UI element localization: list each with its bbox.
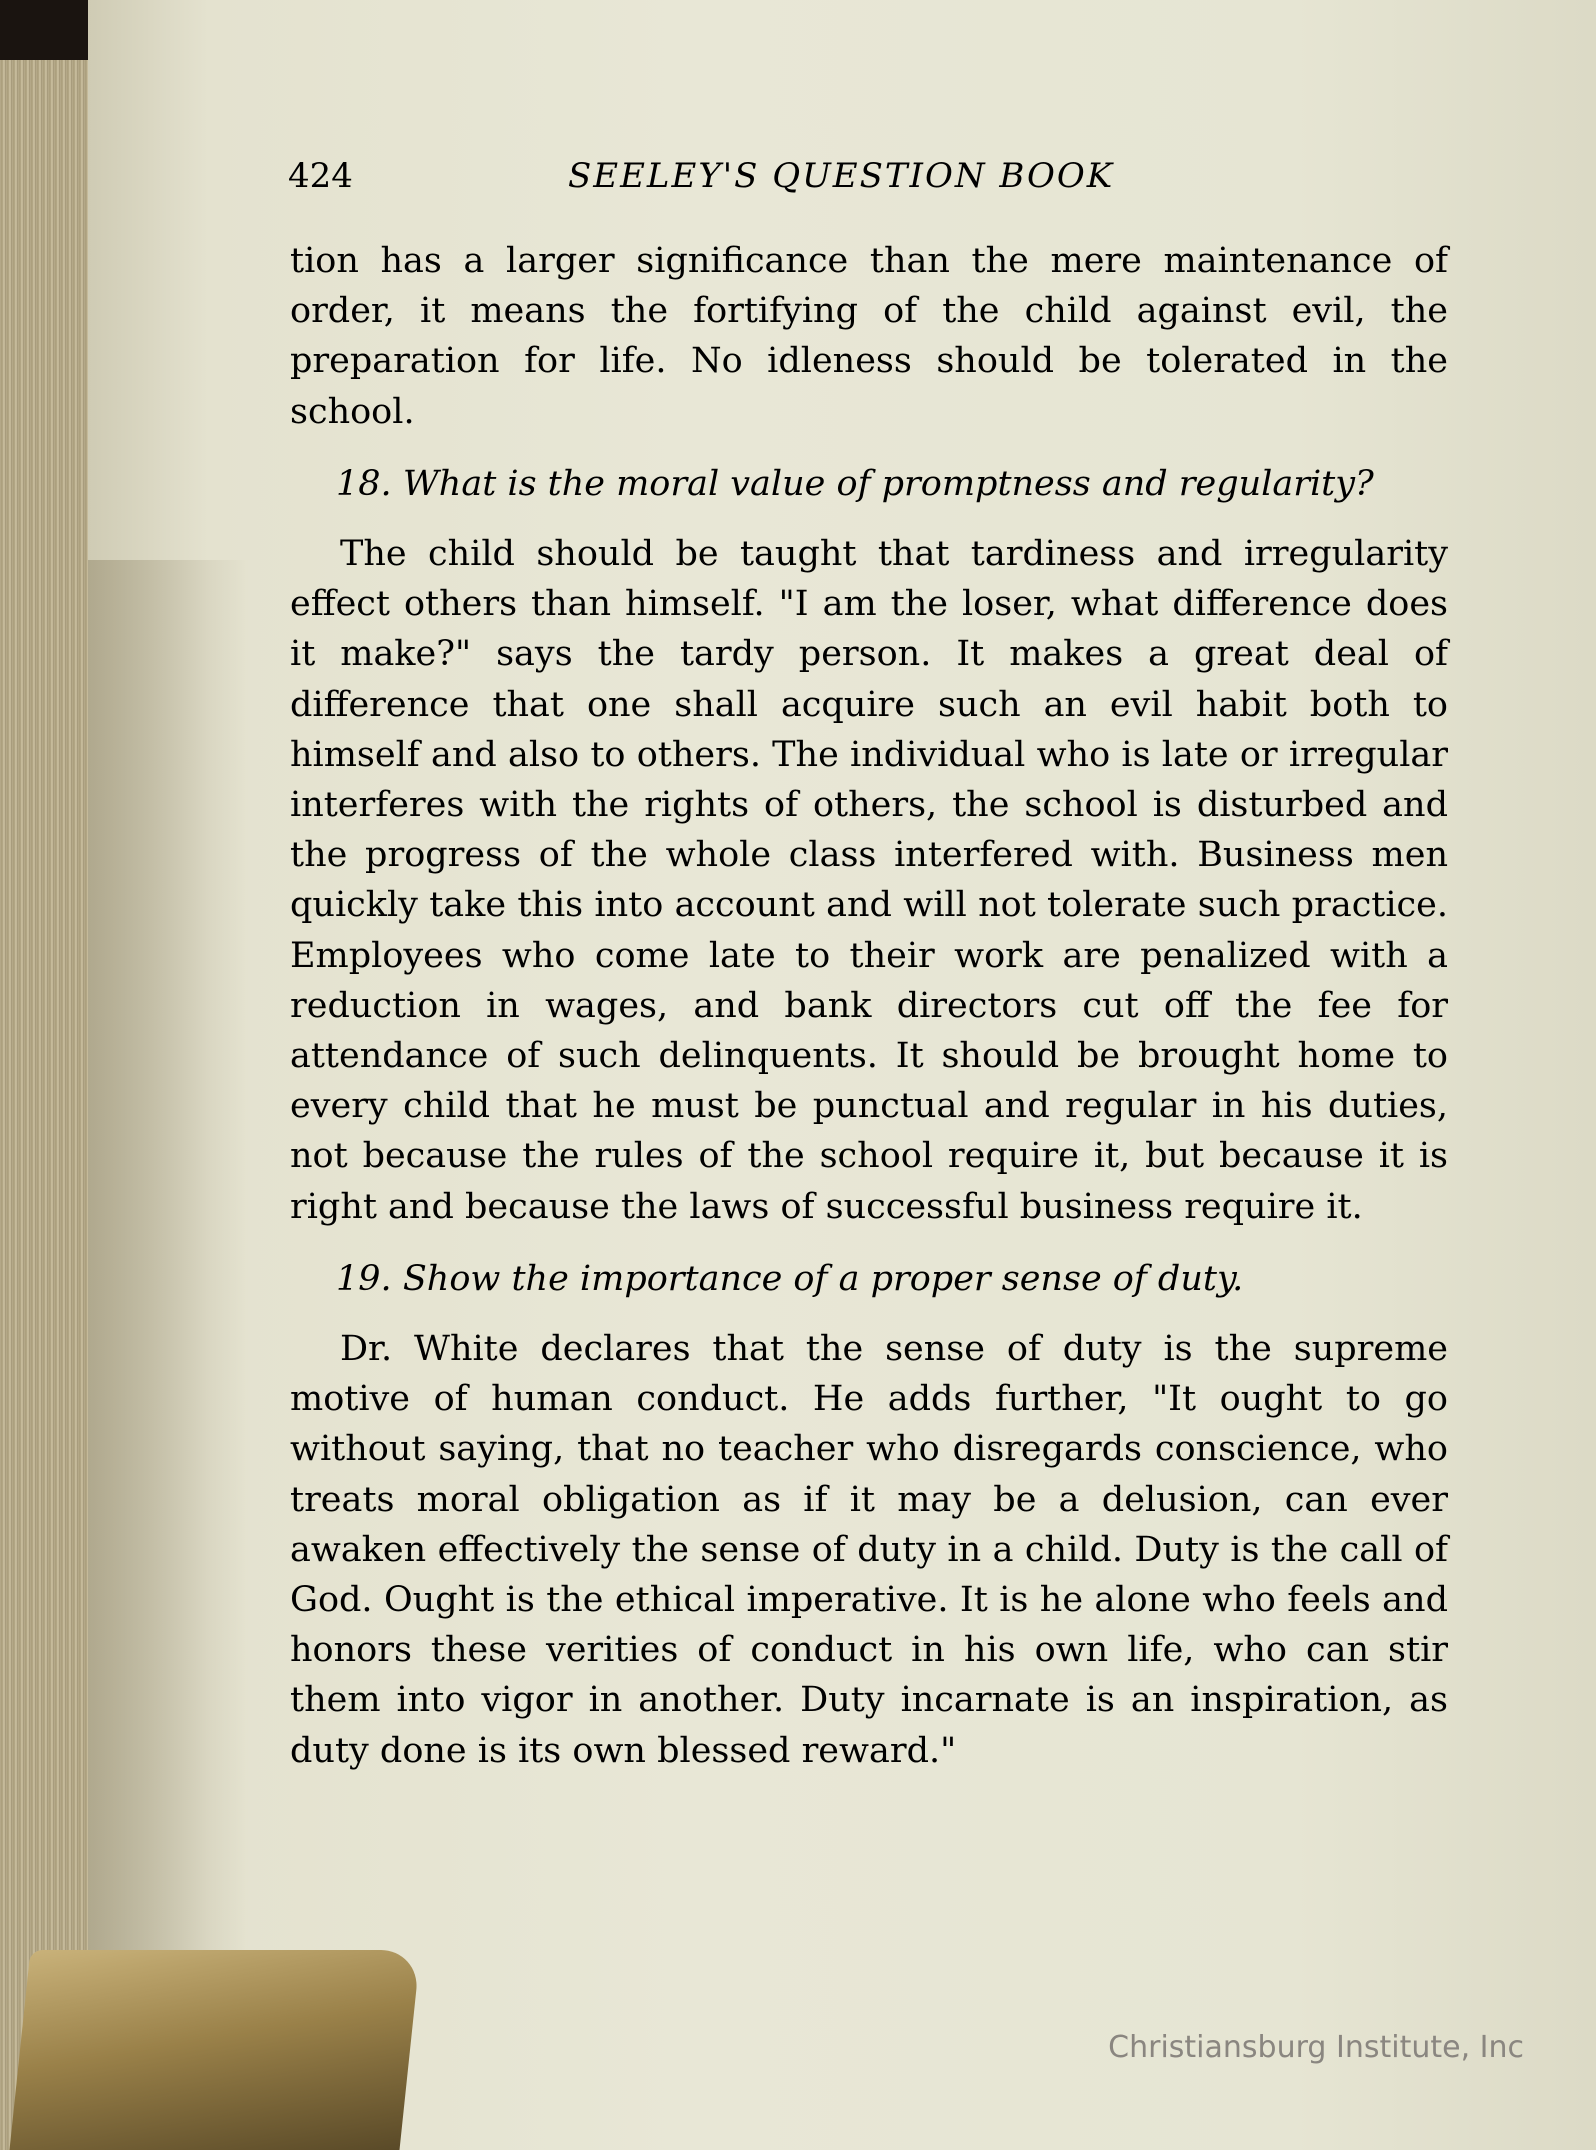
- question-19: [290, 1254, 1448, 1304]
- page-number: 424: [288, 156, 353, 196]
- page-header: [288, 150, 1448, 200]
- continuation-paragraph: tion has a larger significance than the mere maintenance of order, it means the fortifying of the child against evil, the preparation for life. No idleness should be tolerated in the school.: [290, 241, 1448, 432]
- answer-18: The child should be taught that tardiness and irregularity effect others than himself. "I am the loser, what difference does it make?" says the tardy person. It makes a great deal of difference that one shall acquire such an evil habit both to himself and also to others. The individual who is late or irregular interferes with the rights of others, the school is disturbed and the progress of the whole class interfered with. Business men quickly take this into account and will not tolerate such practice. Employees who come late to their work are penalized with a reduction in wages, and bank directors cut off the fee for attendance of such delinquents. It should be brought home to every child that he must be punctual and regular in his duties, not because the rules of the school require it, but because it is right and because the laws of successful business require it.: [290, 534, 1448, 1227]
- question-text: Show the importance of a proper sense of duty.: [402, 1258, 1244, 1299]
- question-number: 19.: [336, 1258, 392, 1299]
- watermark: Christiansburg Institute, Inc: [1108, 2030, 1524, 2065]
- page-content: [290, 236, 1448, 1776]
- question-text: What is the moral value of promptness and regularity?: [402, 463, 1374, 504]
- answer-19: Dr. White declares that the sense of duty is the supreme motive of human conduct. He adds further, "It ought to go without saying, that no teacher who disregards conscience, who treats moral obligation as if it may be a delusion, can ever awaken effectively the sense of duty in a child. Duty is the call of God. Ought is the ethical imperative. It is he alone who feels and honors these verities of conduct in his own life, who can stir them into vigor in another. Duty incarnate is an inspiration, as duty done is its own blessed reward.": [290, 1329, 1448, 1771]
- book-cover-corner: [9, 1950, 420, 2150]
- running-title: SEELEY'S QUESTION BOOK: [568, 156, 1115, 196]
- question-number: 18.: [336, 463, 392, 504]
- question-18: [290, 459, 1448, 509]
